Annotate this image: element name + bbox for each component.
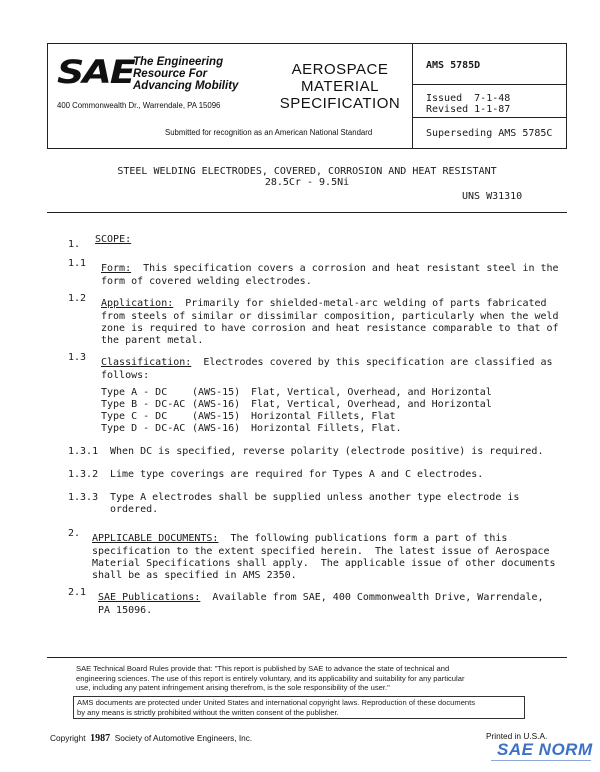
notice-line: use, including any patent infringement arising therefrom, is the sole responsibility of the user." <box>76 683 390 692</box>
sae-logo: SAE <box>57 53 134 91</box>
section-number: 1.3.1 <box>68 446 99 457</box>
notice-line: SAE Technical Board Rules provide that: "This report is published by SAE to advance the state of technical and <box>76 664 450 673</box>
section-number: 1.1 <box>68 258 87 269</box>
spec-title-line: AEROSPACE <box>291 61 389 78</box>
copyright-year: 1987 <box>90 733 111 744</box>
section-heading: SCOPE: <box>95 234 132 245</box>
paragraph-line: specification to the extent specified herein. The latest issue of Aerospace <box>92 546 550 557</box>
type-cell: Type A - DC <box>101 387 168 398</box>
paragraph-line: shall be as specified in AMS 2350. <box>92 570 297 581</box>
aws-cell: (AWS-16) <box>192 423 241 434</box>
paragraph-line: Lime type coverings are required for Types A and C electrodes. <box>110 469 484 480</box>
tagline <box>133 56 238 92</box>
paragraph-line: from steels of similar or dissimilar composition, particularly when the weld <box>101 311 559 322</box>
title-divider <box>47 212 567 213</box>
document-title: STEEL WELDING ELECTRODES, COVERED, CORROSION AND HEAT RESISTANT <box>117 166 497 177</box>
aws-cell: (AWS-15) <box>192 411 241 422</box>
notice-line: by any means is strictly prohibited without the written consent of the publisher. <box>77 707 339 717</box>
paragraph-line: form of covered welding electrodes. <box>101 276 312 287</box>
paragraph-line: the parent metal. <box>101 335 204 346</box>
section-number: 1.3.3 <box>68 492 99 503</box>
copyright-notice-box <box>73 696 525 719</box>
position-cell: Horizontal Fillets, Flat. <box>251 423 402 434</box>
tagline-line: Resource For <box>133 68 208 80</box>
paragraph-line: This specification covers a corrosion and heat resistant steel in the <box>131 263 559 274</box>
printed-in: Printed in U.S.A. <box>486 731 548 741</box>
aws-cell: (AWS-15) <box>192 387 241 398</box>
society-name: Society of Automotive Engineers, Inc. <box>114 733 253 743</box>
copyright-label: Copyright <box>50 733 86 743</box>
section-label: Form: <box>101 263 132 274</box>
table-row <box>101 387 521 399</box>
section-number: 1. <box>68 239 81 250</box>
paragraph-line: When DC is specified, reverse polarity (electrode positive) is required. <box>110 446 544 457</box>
notice-line: AMS documents are protected under United States and international copyright laws. Reproduction of these documents <box>77 698 476 707</box>
copyright-line <box>50 733 252 744</box>
footer-divider <box>47 657 567 658</box>
position-cell: Flat, Vertical, Overhead, and Horizontal <box>251 399 492 410</box>
type-cell: Type D - DC-AC <box>101 423 186 434</box>
paragraph-line: follows: <box>101 370 150 381</box>
submitted-note: Submitted for recognition as an American National Standard <box>165 128 373 137</box>
board-rules-notice <box>76 664 546 693</box>
revised-date: Revised 1-1-87 <box>426 104 511 115</box>
position-cell: Horizontal Fillets, Flat <box>251 411 396 422</box>
section-label: Application: <box>101 298 174 309</box>
document-number: AMS 5785D <box>426 60 481 71</box>
section-label: SAE Publications: <box>98 592 201 603</box>
table-row <box>101 399 521 411</box>
section-number: 2.1 <box>68 587 87 598</box>
table-row <box>101 423 521 435</box>
table-row <box>101 411 521 423</box>
section-number: 1.3 <box>68 352 87 363</box>
section-label: Classification: <box>101 357 192 368</box>
section-number: 2. <box>68 528 81 539</box>
electrode-type-table <box>101 387 521 435</box>
section-1-scope <box>68 234 558 252</box>
uns-number: UNS W31310 <box>462 191 523 202</box>
type-cell: Type B - DC-AC <box>101 399 186 410</box>
issued-date: Issued 7-1-48 <box>426 93 511 104</box>
notice-line: engineering sciences. The use of this report is entirely voluntary, and its applicability and suitability for any particular <box>76 673 465 683</box>
type-cell: Type C - DC <box>101 411 168 422</box>
spec-title-line: MATERIAL <box>301 78 379 95</box>
section-number: 1.2 <box>68 293 87 304</box>
paragraph-line: Primarily for shielded-metal-arc welding of parts fabricated <box>173 298 547 309</box>
alloy-composition: 28.5Cr - 9.5Ni <box>264 177 350 188</box>
superseding-note: Superseding AMS 5785C <box>426 128 553 139</box>
spec-type-title <box>270 61 410 112</box>
sae-norm-watermark: SAE NORM <box>497 740 593 759</box>
paragraph-line: Available from SAE, 400 Commonwealth Drive, Warrendale, <box>200 592 544 603</box>
paragraph-line: Electrodes covered by this specification are classified as <box>191 357 553 368</box>
paragraph-line: Material Specifications shall apply. The applicable issue of other documents <box>92 558 556 569</box>
aws-cell: (AWS-16) <box>192 399 241 410</box>
paragraph-line: ordered. <box>110 504 159 515</box>
spec-title-line: SPECIFICATION <box>279 95 401 112</box>
tagline-line: Advancing Mobility <box>133 80 239 92</box>
tagline-line: The Engineering <box>133 56 224 68</box>
watermark-underline <box>491 760 591 761</box>
section-label: APPLICABLE DOCUMENTS: <box>92 533 219 544</box>
position-cell: Flat, Vertical, Overhead, and Horizontal <box>251 387 492 398</box>
paragraph-line: Type A electrodes shall be supplied unless another type electrode is <box>110 492 520 503</box>
paragraph-line: zone is required to have corrosion and heat resistance comparable to that of <box>101 323 559 334</box>
sae-address: 400 Commonwealth Dr., Warrendale, PA 15096 <box>57 101 221 110</box>
paragraph-line: PA 15096. <box>98 605 153 616</box>
paragraph-line: The following publications form a part of this <box>218 533 508 544</box>
section-number: 1.3.2 <box>68 469 99 480</box>
